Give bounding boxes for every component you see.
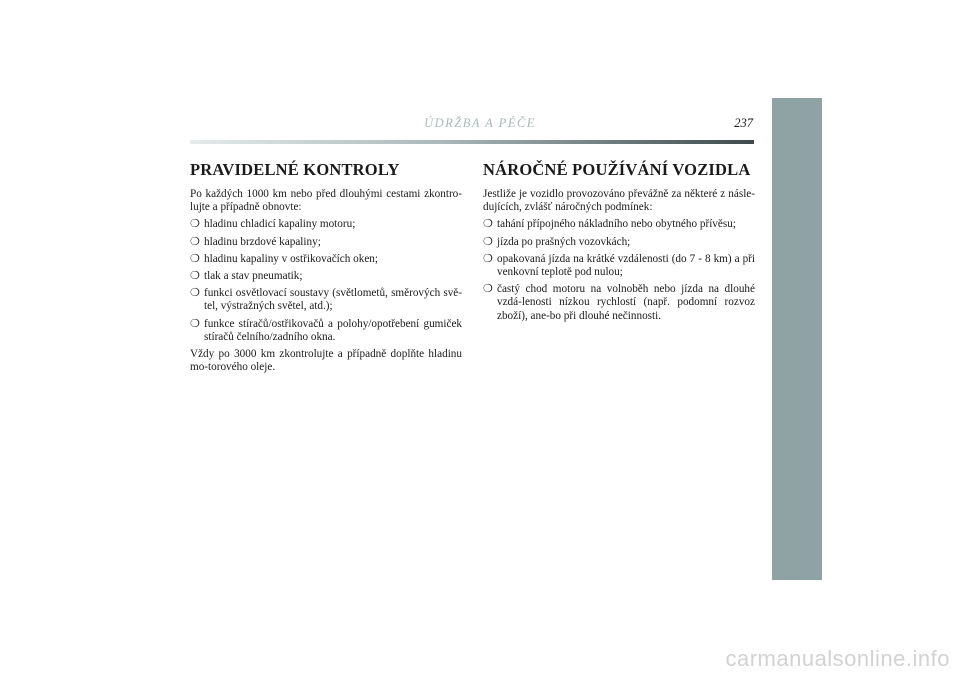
- list-item-text: funkci osvětlovací soustavy (světlometů, směrových svě-tel, výstražných světel, atd.);: [204, 287, 462, 313]
- outro-paragraph: Vždy po 3000 km zkontrolujte a případně doplňte hladinu mo-torového oleje.: [190, 348, 462, 374]
- right-column: [483, 160, 755, 327]
- intro-paragraph: Jestliže je vozidlo provozováno převážně za některé z násle-dujících, zvlášť náročných podmínek:: [483, 188, 755, 214]
- list-item-text: hladinu kapaliny v ostřikovačích oken;: [204, 252, 378, 265]
- section-title-regular-checks: PRAVIDELNÉ KONTROLY: [190, 160, 400, 179]
- list-item: [190, 287, 462, 313]
- page-number: 237: [734, 116, 753, 130]
- list-item: [483, 236, 755, 249]
- circle-bullet-icon: ❍: [483, 218, 493, 231]
- circle-bullet-icon: ❍: [483, 235, 493, 248]
- header-rule: [190, 140, 754, 144]
- circle-bullet-icon: ❍: [190, 252, 200, 265]
- left-column: [190, 160, 462, 378]
- circle-bullet-icon: ❍: [190, 218, 200, 231]
- circle-bullet-icon: ❍: [483, 252, 493, 265]
- list-item: [190, 218, 462, 231]
- list-item: [190, 270, 462, 283]
- section-title-heavy-use: NÁROČNÉ POUŽÍVÁNÍ VOZIDLA: [483, 160, 751, 179]
- list-item-text: funkce stíračů/ostřikovačů a polohy/opotřebení gumiček stíračů čelního/zadního okna.: [204, 317, 462, 343]
- list-item-text: jízda po prašných vozovkách;: [497, 235, 631, 248]
- circle-bullet-icon: ❍: [190, 317, 200, 330]
- conditions-list: [483, 218, 755, 322]
- list-item-text: hladinu chladicí kapaliny motoru;: [204, 218, 356, 231]
- watermark: carmanualsonline.info: [725, 646, 950, 671]
- circle-bullet-icon: ❍: [190, 270, 200, 283]
- list-item: [483, 253, 755, 279]
- list-item: [190, 318, 462, 344]
- list-item: [483, 283, 755, 323]
- list-item-text: tlak a stav pneumatik;: [204, 270, 303, 283]
- intro-paragraph: Po každých 1000 km nebo před dlouhými cestami zkontro-lujte a případně obnovte:: [190, 188, 462, 214]
- list-item: [190, 253, 462, 266]
- list-item-text: tahání přípojného nákladního nebo obytného přívěsu;: [497, 218, 736, 231]
- list-item: [190, 236, 462, 249]
- chapter-side-tab: [772, 98, 822, 580]
- list-item: [483, 218, 755, 231]
- list-item-text: hladinu brzdové kapaliny;: [204, 235, 321, 248]
- list-item-text: častý chod motoru na volnoběh nebo jízda na dlouhé vzdá-lenosti nízkou rychlostí (např. podomní rozvoz zboží), ane-bo při dlouhé nečinnosti.: [497, 283, 755, 322]
- circle-bullet-icon: ❍: [190, 235, 200, 248]
- list-item-text: opakovaná jízda na krátké vzdálenosti (do 7 - 8 km) a při venkovní teplotě pod nulou;: [497, 252, 755, 279]
- circle-bullet-icon: ❍: [190, 287, 200, 300]
- header-section-title: ÚDRŽBA A PÉČE: [424, 116, 536, 130]
- circle-bullet-icon: ❍: [483, 283, 493, 296]
- checks-list: [190, 218, 462, 344]
